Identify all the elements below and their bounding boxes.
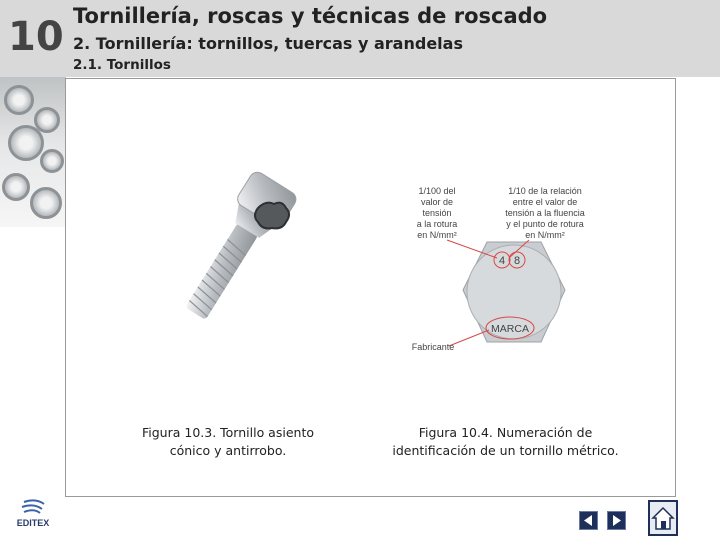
maker-label: Fabricante	[411, 342, 455, 352]
label-right-4: y el punto de rotura	[506, 219, 584, 229]
next-button[interactable]	[607, 511, 626, 530]
home-icon	[650, 502, 676, 534]
section-heading: 2.1. Tornillos	[73, 57, 171, 73]
arrow-right-icon	[608, 512, 625, 529]
arrow-left-icon	[580, 512, 597, 529]
label-left-5: en N/mm²	[417, 230, 457, 240]
editex-logo-icon	[10, 498, 56, 536]
page-subtitle: 2. Tornillería: tornillos, tuercas y arandelas	[73, 34, 463, 53]
metric-bolt-marking-diagram	[405, 180, 605, 355]
strength-number-4: 4	[498, 255, 506, 267]
label-right-3: tensión a la fluencia	[505, 208, 585, 218]
home-button[interactable]	[648, 500, 678, 536]
strength-number-8: 8	[513, 255, 521, 267]
label-left-2: valor de	[420, 197, 454, 207]
figure-10-3-caption: Figura 10.3. Tornillo asiento cónico y antirrobo.	[141, 425, 314, 459]
anti-theft-bolt-image	[140, 170, 330, 330]
unit-number: 10	[8, 14, 64, 60]
label-left-3: tensión	[422, 208, 452, 218]
label-right-5: en N/mm²	[525, 230, 565, 240]
brand-mark: MARCA	[491, 323, 529, 335]
editex-logo-text: EDITEX	[16, 518, 50, 528]
label-right-1: 1/10 de la relación	[508, 186, 582, 196]
label-right-2: entre el valor de	[512, 197, 578, 207]
figure-10-4-caption: Figura 10.4. Numeración de identificación de un tornillo métrico.	[392, 425, 619, 459]
previous-button[interactable]	[579, 511, 598, 530]
label-left-4: a la rotura	[416, 219, 458, 229]
page-title: Tornillería, roscas y técnicas de roscado	[73, 4, 548, 28]
side-decoration-strip	[0, 77, 66, 227]
label-left-1: 1/100 del	[418, 186, 456, 196]
